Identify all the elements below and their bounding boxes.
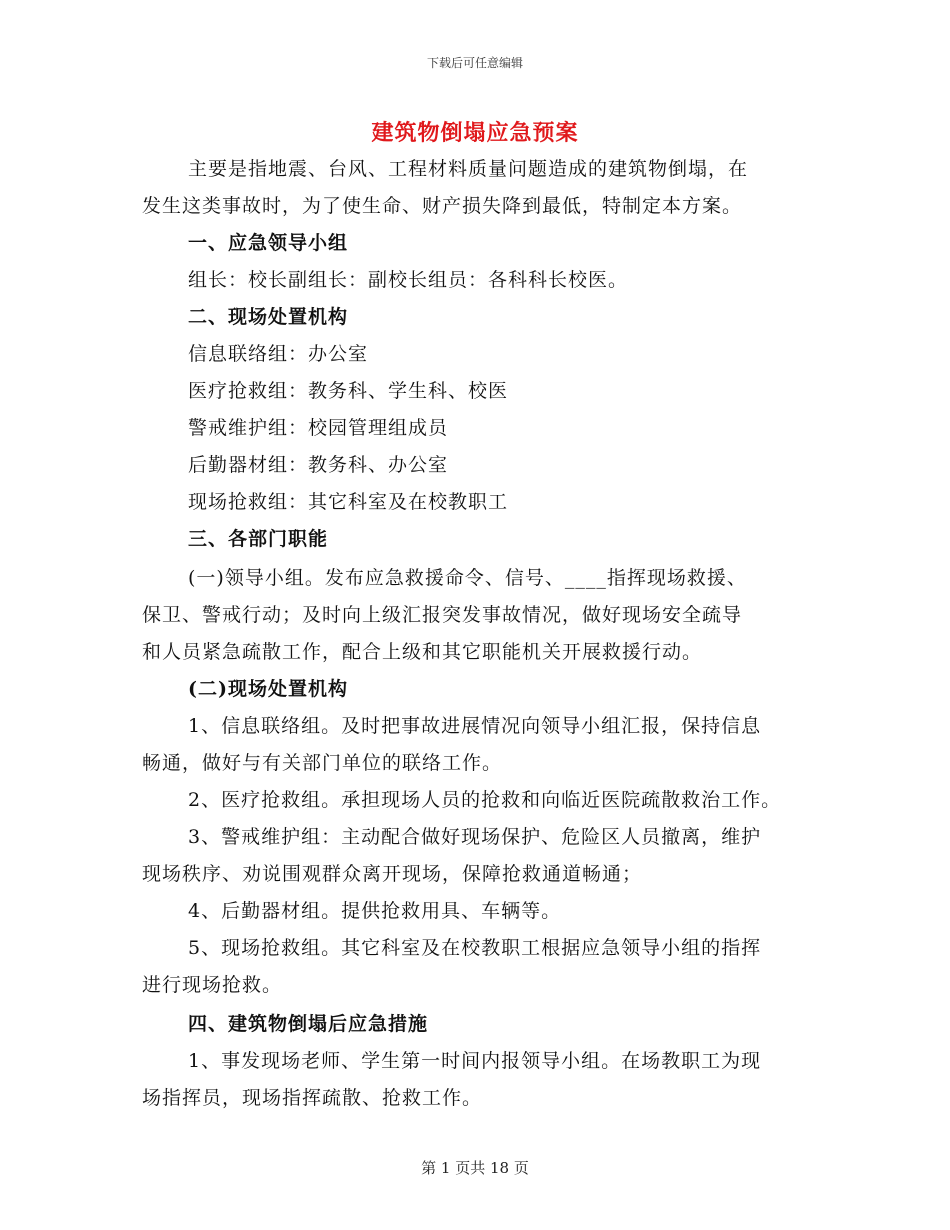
page-footer: 第 1 页共 18 页	[421, 1159, 529, 1177]
measure-1-line-2: 场指挥员，现场指挥疏散、抢救工作。	[142, 1087, 483, 1109]
measure-1-line-1: 1、事发现场老师、学生第一时间内报领导小组。在场教职工为现	[188, 1050, 762, 1072]
duty-1-line-1: 1、信息联络组。及时把事故进展情况向领导小组汇报，保持信息	[188, 715, 762, 737]
section-3-heading: 三、各部门职能	[188, 528, 329, 550]
section-1-heading: 一、应急领导小组	[188, 232, 349, 254]
section-1-text: 组长：校长副组长：副校长组员：各科科长校医。	[188, 269, 629, 291]
list-item: 信息联络组：办公室	[188, 343, 369, 365]
duty-5-line-2: 进行现场抢救。	[142, 974, 283, 996]
duty-3-line-1: 3、警戒维护组：主动配合做好现场保护、危险区人员撤离，维护	[188, 826, 762, 848]
section-4-heading: 四、建筑物倒塌后应急措施	[188, 1013, 429, 1035]
leader-group-line-1: (一)领导小组。发布应急救援命令、信号、____指挥现场救援、	[188, 567, 747, 589]
duty-2: 2、医疗抢救组。承担现场人员的抢救和向临近医院疏散救治工作。	[188, 789, 782, 811]
list-item: 医疗抢救组：教务科、学生科、校医	[188, 380, 509, 402]
document-title: 建筑物倒塌应急预案	[371, 120, 579, 146]
leader-group-line-2: 保卫、警戒行动；及时向上级汇报突发事故情况，做好现场安全疏导	[142, 604, 743, 626]
section-3-sub-heading: (二)现场处置机构	[188, 678, 348, 700]
duty-5-line-1: 5、现场抢救组。其它科室及在校教职工根据应急领导小组的指挥	[188, 937, 762, 959]
duty-4: 4、后勤器材组。提供抢救用具、车辆等。	[188, 900, 562, 922]
list-item: 警戒维护组：校园管理组成员	[188, 417, 449, 439]
list-item: 现场抢救组：其它科室及在校教职工	[188, 491, 509, 513]
section-2-heading: 二、现场处置机构	[188, 306, 349, 328]
header-note: 下载后可任意编辑	[426, 56, 523, 70]
leader-group-line-3: 和人员紧急疏散工作，配合上级和其它职能机关开展救援行动。	[142, 641, 703, 663]
intro-line-1: 主要是指地震、台风、工程材料质量问题造成的建筑物倒塌，在	[188, 158, 749, 180]
duty-1-line-2: 畅通，做好与有关部门单位的联络工作。	[142, 752, 503, 774]
list-item: 后勤器材组：教务科、办公室	[188, 454, 449, 476]
intro-line-2: 发生这类事故时，为了使生命、财产损失降到最低，特制定本方案。	[142, 195, 743, 217]
duty-3-line-2: 现场秩序、劝说围观群众离开现场，保障抢救通道畅通；	[142, 863, 643, 885]
